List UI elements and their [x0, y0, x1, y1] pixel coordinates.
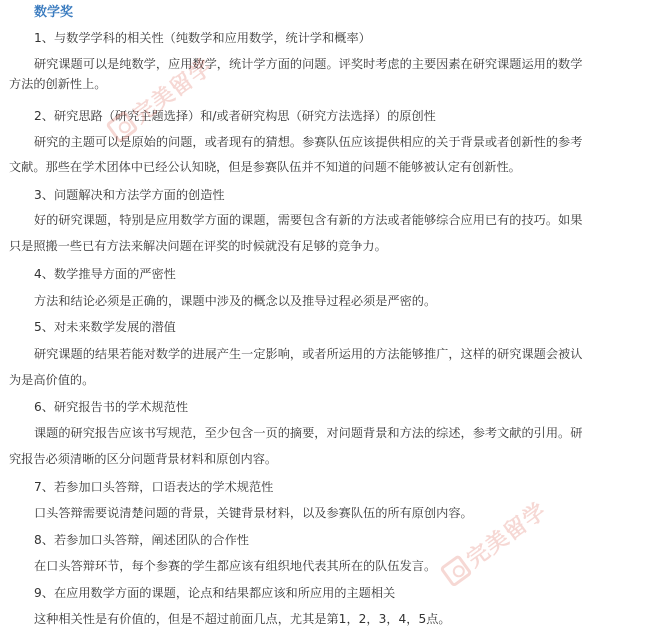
- section-body-4-line-1: 方法和结论必须是正确的，课题中涉及的概念以及推导过程必须是严密的。: [34, 294, 437, 308]
- section-heading-8: 8、若参加口头答辩，阐述团队的合作性: [34, 533, 249, 547]
- section-body-5-line-1: 研究课题的结果若能对数学的进展产生一定影响，或者所运用的方法能够推广，这样的研究课题会被认: [34, 347, 583, 361]
- section-heading-2: 2、研究思路（研究主题选择）和/或者研究构思（研究方法选择）的原创性: [34, 109, 436, 123]
- section-body-7-line-1: 口头答辩需要说清楚问题的背景，关键背景材料，以及参赛队伍的所有原创内容。: [34, 506, 473, 520]
- section-body-9-line-1: 这种相关性是有价值的，但是不超过前面几点，尤其是第1，2，3，4，5点。: [34, 612, 451, 626]
- section-body-1-line-2: 方法的创新性上。: [9, 77, 107, 91]
- section-body-5-line-2: 为是高价值的。: [9, 373, 95, 387]
- watermark-logo-icon: [439, 554, 473, 588]
- section-body-8-line-1: 在口头答辩环节，每个参赛的学生都应该有组织地代表其所在的队伍发言。: [34, 559, 437, 573]
- section-body-1-line-1: 研究课题可以是纯数学，应用数学，统计学方面的问题。评奖时考虑的主要因素在研究课题运用的数学: [34, 57, 583, 71]
- section-heading-7: 7、若参加口头答辩，口语表达的学术规范性: [34, 480, 274, 494]
- section-body-6-line-1: 课题的研究报告应该书写规范，至少包含一页的摘要，对问题背景和方法的综述，参考文献的引用。研: [34, 426, 583, 440]
- section-heading-6: 6、研究报告书的学术规范性: [34, 400, 189, 414]
- document-title: 数学奖: [34, 5, 74, 20]
- section-heading-4: 4、数学推导方面的严密性: [34, 267, 176, 281]
- section-body-3-line-1: 好的研究课题，特别是应用数学方面的课题，需要包含有新的方法或者能够综合应用已有的技巧。如果: [34, 213, 583, 227]
- section-heading-3: 3、问题解决和方法学方面的创造性: [34, 188, 225, 202]
- watermark-text: 完美留学: [462, 498, 552, 573]
- section-body-2-line-2: 文献。那些在学术团体中已经公认知晓，但是参赛队伍并不知道的问题不能够被认定有创新性。: [9, 160, 521, 174]
- watermark-text: 完美留学: [128, 54, 218, 129]
- section-body-2-line-1: 研究的主题可以是原始的问题，或者现有的猜想。参赛队伍应该提供相应的关于背景或者创新性的参考: [34, 135, 583, 149]
- section-heading-5: 5、对未来数学发展的潜值: [34, 320, 176, 334]
- section-body-3-line-2: 只是照搬一些已有方法来解决问题在评奖的时候就没有足够的竞争力。: [9, 239, 387, 253]
- section-heading-1: 1、与数学学科的相关性（纯数学和应用数学，统计学和概率）: [34, 31, 371, 45]
- section-body-6-line-2: 究报告必须清晰的区分问题背景材料和原创内容。: [9, 452, 278, 466]
- section-heading-9: 9、在应用数学方面的课题，论点和结果都应该和所应用的主题相关: [34, 586, 396, 600]
